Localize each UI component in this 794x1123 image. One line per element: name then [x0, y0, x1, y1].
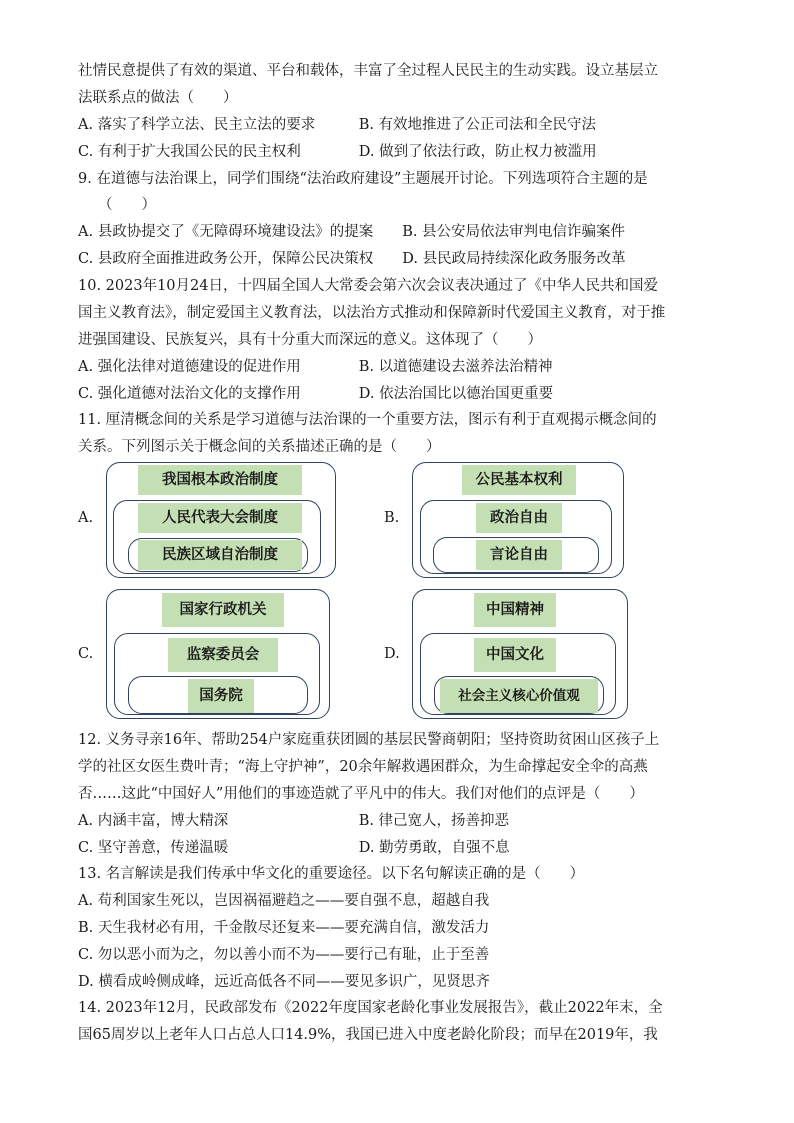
paragraph-line: 否……这此“中国好人”用他们的事迹造就了平凡中的伟大。我们对他们的点评是（ ） [78, 786, 644, 802]
option-line: A. 苟利国家生死以，岂因祸福避趋之——要自强不息，超越自我 [78, 893, 490, 909]
paragraph-line: 国主义教育法》，制定爱国主义教育法，以法治方式推动和保障新时代爱国主义教育，对于推 [78, 305, 666, 321]
option-line: C. 县政府全面推进政务公开，保障公民决策权 D. 县民政局持续深化政务服务改革 [78, 251, 626, 267]
diagram-c-label: C. [78, 646, 94, 662]
option-line: B. 天生我材必有用，千金散尽还复来——要充满自信，激发活力 [78, 920, 490, 936]
option-line: A. 县政协提交了《无障碍环境建设法》的提案 B. 县公安局依法审判电信诈骗案件 [78, 224, 626, 240]
option-line: C. 有利于扩大我国公民的民主权利 D. 做到了依法行政，防止权力被滥用 [78, 144, 597, 160]
diagram-d-outer-tag: 中国精神 [474, 593, 556, 627]
option-line: A. 内涵丰富，博大精深 B. 律己宽人，扬善抑恶 [78, 813, 510, 829]
question-stem: 法联系点的做法（ ） [78, 90, 238, 106]
paragraph-line: 国65周岁以上老年人口占总人口14.9%，我国已进入中度老龄化阶段；而早在2019年，我 [78, 1027, 658, 1043]
question-11: 11. 厘清概念间的关系是学习道德与法治课的一个重要方法，图示有利于直观揭示概念间的 [78, 412, 657, 428]
paragraph-line: 进强国建设、民族复兴，具有十分重大而深远的意义。这体现了（ ） [78, 332, 542, 348]
question-14: 14. 2023年12月，民政部发布《2022年度国家老龄化事业发展报告》，截止2022年末，全 [78, 1000, 663, 1016]
diagram-b-outer-tag: 公民基本权利 [462, 465, 576, 495]
option-line: A. 强化法律对道德建设的促进作用 B. 以道德建设去滋养法治精神 [78, 359, 553, 375]
question-10: 10. 2023年10月24日，十四届全国人大常委会第六次会议表决通过了《中华人民共和国爱 [78, 278, 658, 294]
diagram-d-label: D. [384, 646, 400, 662]
diagram-a-inner-tag: 民族区域自治制度 [138, 540, 302, 570]
option-line: C. 勿以恶小而为之，勿以善小而不为——要行己有耻，止于至善 [78, 947, 490, 963]
option-line: A. 落实了科学立法、民主立法的要求 B. 有效地推进了公正司法和全民守法 [78, 117, 597, 133]
diagram-d-inner-tag: 社会主义核心价值观 [440, 679, 598, 713]
diagram-a-label: A. [78, 510, 94, 526]
option-line: C. 坚守善意，传递温暖 D. 勤劳勇敢，自强不息 [78, 840, 510, 856]
question-12: 12. 义务寻亲16年、帮助254户家庭重获团圆的基层民警商朝阳；坚持资助贫困山区孩子上 [78, 732, 660, 748]
diagram-c-outer-tag: 国家行政机关 [162, 593, 284, 627]
diagram-b-label: B. [384, 510, 400, 526]
paragraph-line: 学的社区女医生费叶青；“海上守护神”，20余年解救遇困群众，为生命撑起安全伞的高燕 [78, 759, 648, 775]
answer-blank: （ ） [98, 197, 156, 213]
paragraph-line: 社情民意提供了有效的渠道、平台和载体，丰富了全过程人民民主的生动实践。设立基层立 [78, 63, 658, 79]
diagram-c-middle-tag: 监察委员会 [168, 638, 278, 672]
question-9: 9. 在道德与法治课上，同学们围绕“法治政府建设”主题展开讨论。下列选项符合主题的是 [78, 171, 648, 187]
option-line: D. 横看成岭侧成峰，远近高低各不同——要见多识广，见贤思齐 [78, 974, 490, 990]
diagram-b-inner-tag: 言论自由 [476, 540, 562, 570]
paragraph-line: 关系。下列图示关于概念间的关系描述正确的是（ ） [78, 439, 441, 455]
question-13: 13. 名言解读是我们传承中华文化的重要途径。以下名句解读正确的是（ ） [78, 866, 585, 882]
diagram-b-middle-tag: 政治自由 [476, 503, 562, 533]
diagram-d-middle-tag: 中国文化 [474, 638, 556, 672]
diagram-a-outer-tag: 我国根本政治制度 [138, 465, 302, 495]
diagram-c-inner-tag: 国务院 [188, 679, 254, 713]
diagram-a-middle-tag: 人民代表大会制度 [138, 503, 302, 533]
option-line: C. 强化道德对法治文化的支撑作用 D. 依法治国比以德治国更重要 [78, 386, 554, 402]
